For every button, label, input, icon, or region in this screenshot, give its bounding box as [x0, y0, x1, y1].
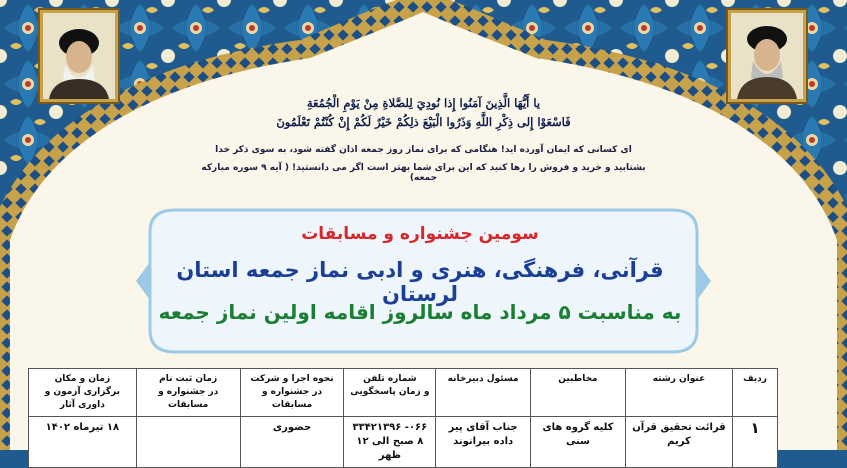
cell-row-number: ۱	[733, 417, 778, 468]
table-header-row	[29, 369, 778, 417]
column-header-method: نحوه اجرا و شرکت در جشنواره و مسابقات	[240, 369, 344, 417]
quran-verse-line-1: يا أَيُّهَا الَّذِينَ آمَنُوا إِذا نُودِيَ لِلصَّلاةِ مِنْ يَوْمِ الْجُمُعَةِ	[306, 96, 541, 110]
cell-phone: ۰۶۶- ۳۳۴۲۱۳۹۶ ۸ صبح الی ۱۲ ظهر	[344, 417, 436, 468]
portrait-right	[728, 10, 806, 102]
column-header-secretariat: مسئول دبیرخانه	[436, 369, 531, 417]
column-header-exam-time: زمان و مکان برگزاری آزمون و داوری آثار	[29, 369, 137, 417]
cell-field-title: قرائت تحقیق قرآن کریم	[625, 417, 732, 468]
table-row	[29, 417, 778, 468]
portrait-left	[40, 10, 118, 102]
festival-title: سومین جشنواره و مسابقات	[301, 224, 539, 244]
cell-method: حضوری	[240, 417, 344, 468]
cell-exam-time: ۱۸ تیرماه ۱۴۰۲	[29, 417, 137, 468]
cell-secretariat: جناب آقای پیر داده بیرانوند	[436, 417, 531, 468]
column-header-audience: مخاطبین	[530, 369, 625, 417]
festival-subtitle: قرآنی، فرهنگی، هنری و ادبی نماز جمعه استان لرستان	[176, 258, 664, 306]
column-header-field-title: عنوان رشته	[625, 369, 732, 417]
column-header-row-number: ردیف	[733, 369, 778, 417]
verse-translation-line-2: بشتابید و خرید و فروش را رها کنید که این برای شما بهتر است اگر می دانستید! ( آیه ۹ سوره مبارکه جمعه)	[201, 163, 646, 183]
column-header-phone: شماره تلفن و زمان پاسخگویی	[344, 369, 436, 417]
column-header-registration: زمان ثبت نام در جشنواره و مسابقات	[136, 369, 240, 417]
festival-occasion: به مناسبت ۵ مرداد ماه سالروز اقامه اولین نماز جمعه	[158, 300, 682, 324]
cell-registration	[136, 417, 240, 468]
festival-schedule-table	[28, 368, 778, 468]
cell-audience: کلیه گروه های سنی	[530, 417, 625, 468]
verse-translation-line-1: ای کسانی که ایمان آورده اید! هنگامی که برای نماز روز جمعه اذان گفته شود، به سوی ذکر خدا	[215, 145, 632, 155]
quran-verse-line-2: فَاسْعَوْا إِلى‏ ذِكْرِ اللَّهِ وَذَرُوا الْبَيْعَ ذلِكُمْ خَيْرٌ لَكُمْ إِنْ كُنْتُمْ تَعْلَمُونَ	[276, 115, 571, 129]
